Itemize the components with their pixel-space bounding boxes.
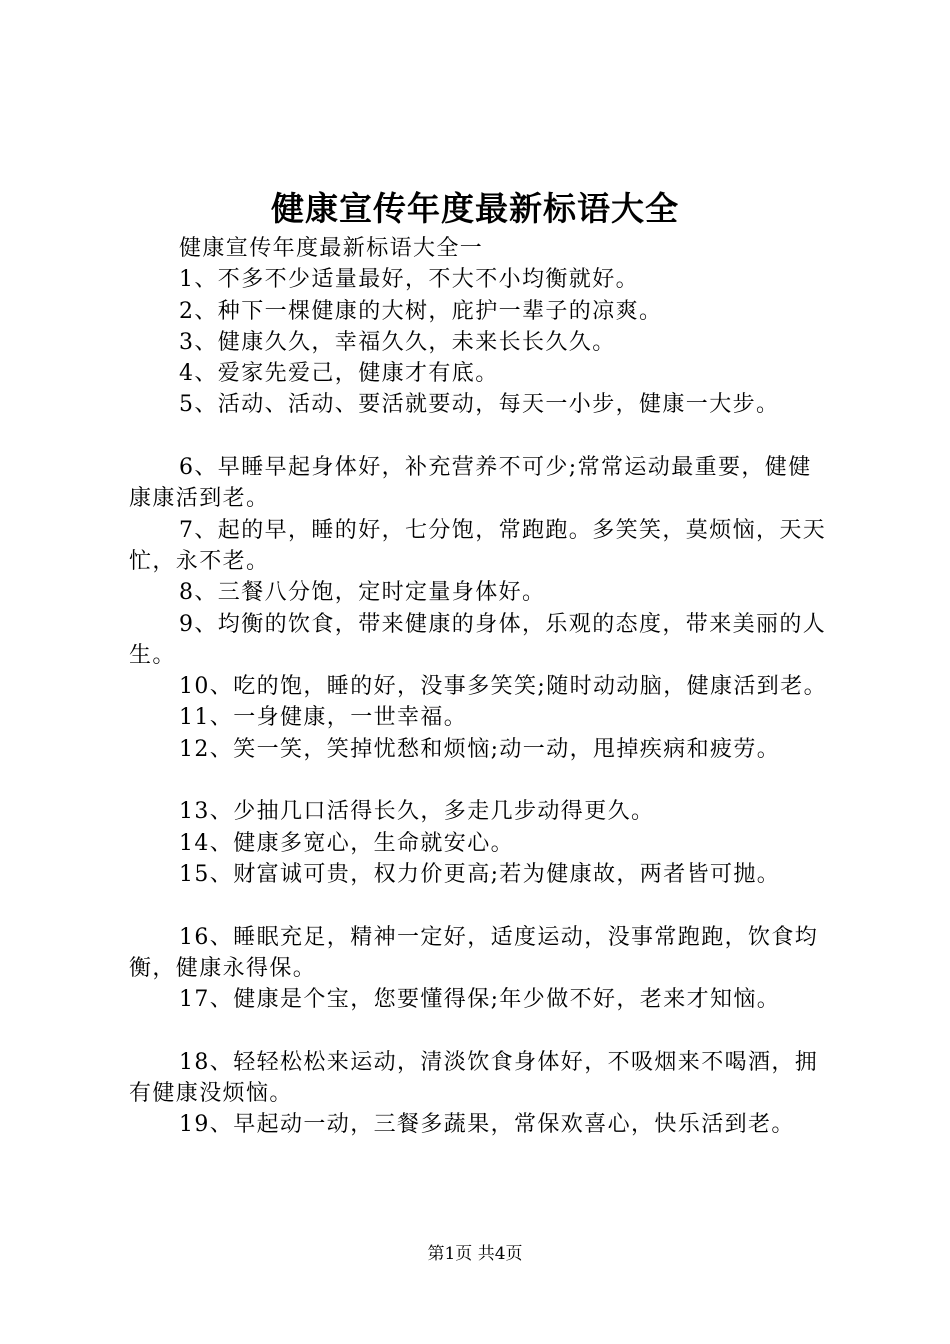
blank-line [129,765,834,796]
slogan-2: 2、种下一棵健康的大树，庇护一辈子的凉爽。 [179,298,663,324]
slogan-11: 11、一身健康，一世幸福。 [179,705,468,731]
paragraph-heading: 健康宣传年度最新标语大全一 [179,236,484,261]
slogan-6: 6、早睡早起身体好，补充营养不可少;常常运动最重要，健健康康活到老。 [129,455,812,512]
page-footer: 第1页 共4页 [427,1244,523,1264]
slogan-10: 10、吃的饱，睡的好，没事多笑笑;随时动动脑，健康活到老。 [179,674,828,700]
slogan-1: 1、不多不少适量最好，不大不小均衡就好。 [179,267,639,293]
slogan-16: 16、睡眠充足，精神一定好，适度运动，没事常跑跑，饮食均衡，健康永得保。 [129,924,819,981]
slogan-5: 5、活动、活动、要活就要动，每天一小步，健康一大步。 [179,392,780,418]
document-title: 健康宣传年度最新标语大全 [271,189,679,228]
slogan-18: 18、轻轻松松来运动，清淡饮食身体好，不吸烟来不喝酒，拥有健康没烦恼。 [129,1049,819,1107]
slogan-15: 15、财富诚可贵，权力价更高;若为健康故，两者皆可抛。 [179,861,781,887]
slogan-17: 17、健康是个宝，您要懂得保;年少做不好，老来才知恼。 [179,987,781,1013]
slogan-4: 4、爱家先爱己，健康才有底。 [179,361,499,387]
blank-line [129,421,834,452]
slogan-8: 8、三餐八分饱，定时定量身体好。 [179,580,546,606]
slogan-19: 19、早起动一动，三餐多蔬果，常保欢喜心，快乐活到老。 [179,1112,795,1138]
document-body [129,233,834,1141]
slogan-9: 9、均衡的饮食，带来健康的身体，乐观的态度，带来美丽的人生。 [129,611,827,668]
slogan-13: 13、少抽几口活得长久，多走几步动得更久。 [179,799,655,825]
blank-line [129,1015,834,1046]
slogan-7: 7、起的早，睡的好，七分饱，常跑跑。多笑笑，莫烦恼，天天忙，永不老。 [129,517,827,574]
blank-line [129,890,834,921]
slogan-3: 3、健康久久，幸福久久，未来长长久久。 [179,329,616,355]
slogan-14: 14、健康多宽心，生命就安心。 [179,830,514,856]
slogan-12: 12、笑一笑，笑掉忧愁和烦恼;动一动，甩掉疾病和疲劳。 [179,736,781,762]
